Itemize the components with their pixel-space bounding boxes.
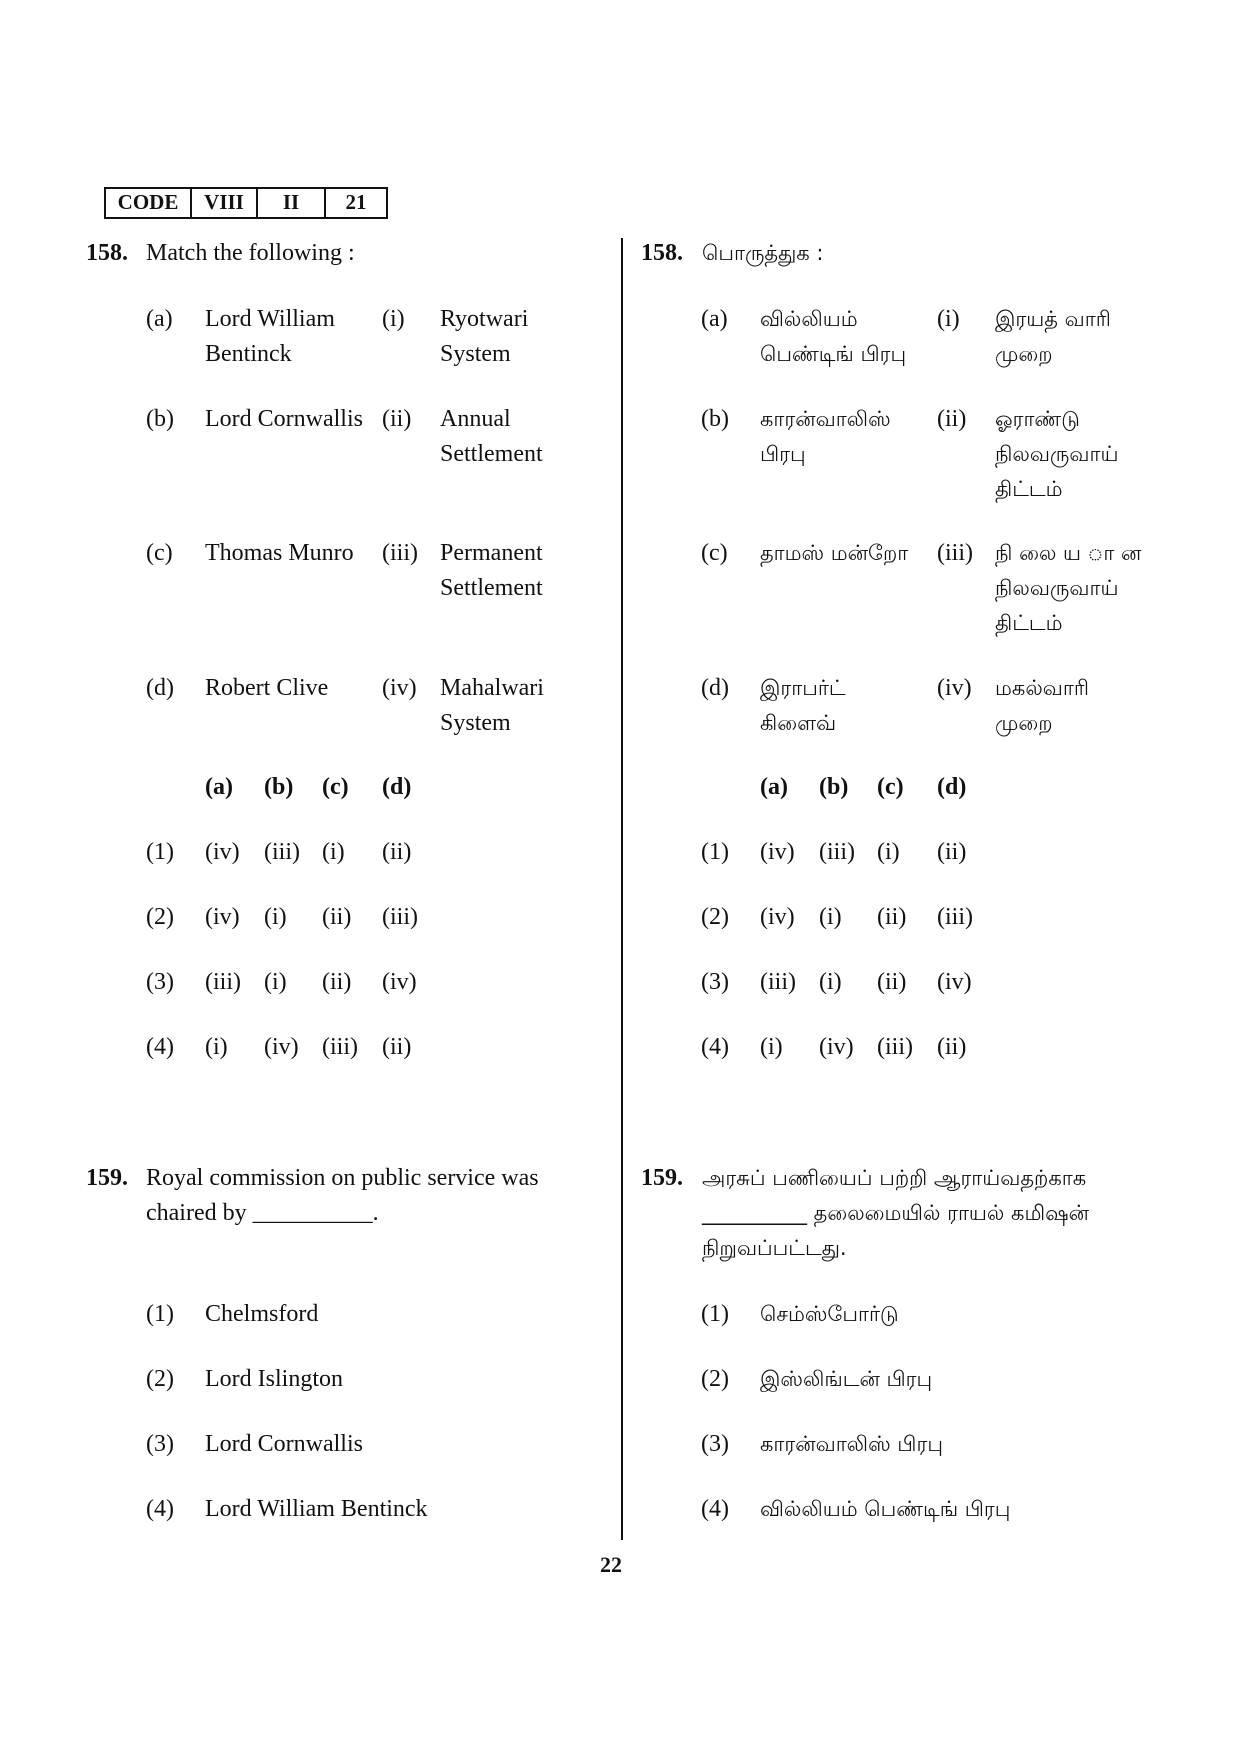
match-right: நிலவருவாய் (995, 576, 1119, 600)
option-number: (4) (701, 1034, 729, 1060)
option-number: (2) (701, 904, 729, 930)
option-value: (i) (322, 839, 345, 865)
match-letter: (d) (146, 675, 174, 701)
question-stem: நிறுவப்பட்டது. (702, 1236, 847, 1260)
match-right: Settlement (440, 441, 543, 467)
match-roman: (i) (382, 306, 405, 332)
code-part-1: VIII (192, 189, 258, 217)
answer-header: (a) (760, 774, 788, 800)
code-part-2: II (258, 189, 326, 217)
option-value: (i) (264, 904, 287, 930)
question-number: 158. (86, 240, 128, 266)
answer-header: (b) (264, 774, 294, 800)
match-right: System (440, 710, 511, 736)
option-value: (ii) (382, 1034, 412, 1060)
match-left: Lord William (205, 306, 335, 332)
option-value: (iii) (382, 904, 418, 930)
match-right: முறை (995, 342, 1053, 366)
question-stem: chaired by __________. (146, 1200, 379, 1226)
answer-header: (c) (322, 774, 349, 800)
option-value: (i) (760, 1034, 783, 1060)
code-label: CODE (106, 189, 192, 217)
question-stem: பொருத்துக : (702, 241, 824, 265)
option-number: (2) (701, 1366, 729, 1392)
match-roman: (iii) (937, 540, 973, 566)
match-left: Thomas Munro (205, 540, 354, 566)
match-left: Lord Cornwallis (205, 406, 363, 432)
column-divider (621, 238, 623, 1540)
answer-header: (b) (819, 774, 849, 800)
option-text: Lord William Bentinck (205, 1496, 428, 1522)
option-value: (iii) (322, 1034, 358, 1060)
match-left: தாமஸ் மன்றோ (760, 541, 909, 565)
option-value: (iii) (877, 1034, 913, 1060)
option-number: (1) (146, 1301, 174, 1327)
match-right: Permanent (440, 540, 543, 566)
option-value: (iv) (264, 1034, 299, 1060)
option-number: (1) (146, 839, 174, 865)
option-value: (iv) (205, 839, 240, 865)
option-number: (4) (146, 1034, 174, 1060)
match-right: நிலவருவாய் (995, 442, 1119, 466)
match-letter: (a) (701, 306, 728, 332)
page-number: 22 (600, 1552, 622, 1577)
option-value: (ii) (937, 1034, 967, 1060)
option-value: (iii) (205, 969, 241, 995)
option-value: (iii) (264, 839, 300, 865)
answer-header: (a) (205, 774, 233, 800)
answer-header: (d) (382, 774, 412, 800)
match-roman: (iii) (382, 540, 418, 566)
option-value: (iv) (760, 839, 795, 865)
option-value: (ii) (877, 904, 907, 930)
option-number: (1) (701, 1301, 729, 1327)
option-value: (i) (205, 1034, 228, 1060)
match-letter: (a) (146, 306, 173, 332)
question-stem: __________ தலைமையில் ராயல் கமிஷன் (702, 1201, 1089, 1225)
option-number: (3) (701, 1431, 729, 1457)
question-number: 158. (641, 240, 683, 266)
match-right: System (440, 341, 511, 367)
option-text: செம்ஸ்போர்டு (760, 1302, 899, 1326)
question-stem: Royal commission on public service was (146, 1165, 539, 1191)
option-value: (ii) (322, 969, 352, 995)
option-text: Lord Cornwallis (205, 1431, 363, 1457)
match-right: மகல்வாரி (995, 676, 1089, 700)
option-value: (iv) (760, 904, 795, 930)
option-value: (i) (819, 969, 842, 995)
match-letter: (b) (701, 406, 729, 432)
match-left: இராபர்ட் (760, 676, 846, 700)
option-value: (iv) (382, 969, 417, 995)
option-value: (ii) (382, 839, 412, 865)
option-value: (ii) (322, 904, 352, 930)
match-roman: (iv) (937, 675, 972, 701)
option-value: (iii) (819, 839, 855, 865)
match-letter: (c) (146, 540, 173, 566)
option-value: (i) (819, 904, 842, 930)
match-right: முறை (995, 711, 1053, 735)
option-text: காரன்வாலிஸ் பிரபு (760, 1432, 943, 1456)
match-letter: (d) (701, 675, 729, 701)
code-box (104, 187, 388, 219)
option-number: (3) (701, 969, 729, 995)
option-text: Chelmsford (205, 1301, 319, 1327)
match-roman: (i) (937, 306, 960, 332)
question-number: 159. (86, 1165, 128, 1191)
match-right: Ryotwari (440, 306, 529, 332)
option-number: (2) (146, 904, 174, 930)
option-number: (3) (146, 969, 174, 995)
match-left: Robert Clive (205, 675, 329, 701)
match-roman: (ii) (937, 406, 967, 432)
match-left: பிரபு (760, 442, 806, 466)
match-right: திட்டம் (995, 477, 1063, 501)
option-text: வில்லியம் பெண்டிங் பிரபு (760, 1497, 1011, 1521)
option-number: (2) (146, 1366, 174, 1392)
match-letter: (c) (701, 540, 728, 566)
match-left: வில்லியம் (760, 307, 858, 331)
match-left: கிளைவ் (760, 711, 837, 735)
option-value: (iv) (205, 904, 240, 930)
code-part-3: 21 (345, 190, 367, 214)
match-left: காரன்வாலிஸ் (760, 407, 891, 431)
match-right: ஓராண்டு (995, 407, 1080, 431)
option-number: (1) (701, 839, 729, 865)
option-text: Lord Islington (205, 1366, 343, 1392)
question-stem: அரசுப் பணியைப் பற்றி ஆராய்வதற்காக (702, 1166, 1087, 1190)
match-left: பெண்டிங் பிரபு (760, 342, 907, 366)
match-right: இரயத் வாரி (995, 307, 1111, 331)
option-text: இஸ்லிங்டன் பிரபு (760, 1367, 933, 1391)
option-value: (i) (877, 839, 900, 865)
match-letter: (b) (146, 406, 174, 432)
match-right: Annual (440, 406, 511, 432)
match-right: திட்டம் (995, 611, 1063, 635)
match-roman: (iv) (382, 675, 417, 701)
option-value: (iii) (760, 969, 796, 995)
option-number: (3) (146, 1431, 174, 1457)
question-number: 159. (641, 1165, 683, 1191)
match-roman: (ii) (382, 406, 412, 432)
option-value: (i) (264, 969, 287, 995)
option-number: (4) (146, 1496, 174, 1522)
option-value: (iv) (937, 969, 972, 995)
option-value: (iv) (819, 1034, 854, 1060)
match-right: நி லை ய ா ன (995, 541, 1142, 565)
answer-header: (d) (937, 774, 967, 800)
match-right: Mahalwari (440, 675, 544, 701)
option-number: (4) (701, 1496, 729, 1522)
option-value: (iii) (937, 904, 973, 930)
match-left: Bentinck (205, 341, 292, 367)
match-right: Settlement (440, 575, 543, 601)
question-stem: Match the following : (146, 240, 355, 266)
option-value: (ii) (877, 969, 907, 995)
answer-header: (c) (877, 774, 904, 800)
option-value: (ii) (937, 839, 967, 865)
